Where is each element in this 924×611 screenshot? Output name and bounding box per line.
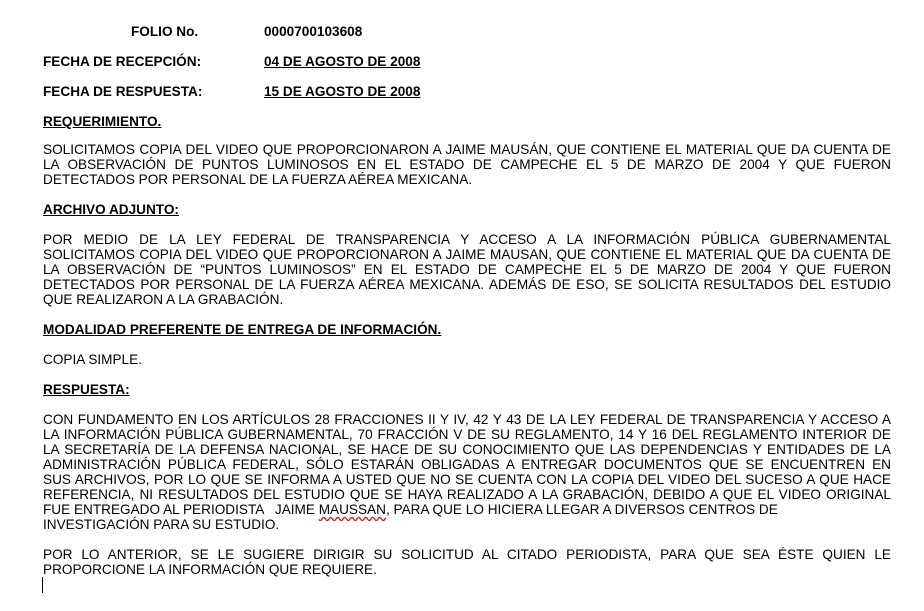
paragraph-line: POR MEDIO DE LA LEY FEDERAL DE TRANSPARENCIA Y ACCESO A LA INFORMACIÓN PÚBLICA GUBERNAMENTAL [43,232,891,247]
text-cursor [42,577,43,593]
paragraph-line: REFERENCIA, NI RESULTADOS DEL ESTUDIO QUE SE HAYA REALIZADO A LA GRABACIÓN, DEBIDO A QUE EL VIDEO ORIGINAL [43,487,891,502]
paragraph-line: PROPORCIONE LA INFORMACIÓN QUE REQUIERE. [43,562,377,577]
line-segment: , PARA QUE LO HICIERA LLEGAR A DIVERSOS CENTROS DE [385,502,778,517]
misspelled-word: MAUSSAN [318,502,386,517]
paragraph-line: CON FUNDAMENTO EN LOS ARTÍCULOS 28 FRACCIONES II Y IV, 42 Y 43 DE LA LEY FEDERAL DE TRANSPARENCIA Y ACCESO A [43,412,891,427]
paragraph-line: DETECTADOS POR PERSONAL DE LA FUERZA AÉREA MEXICANA. ADEMÁS DE ESO, SE SOLICITA RESULTADOS DEL ESTUDIO [43,277,891,292]
paragraph-line: ADMINISTRACIÓN PÚBLICA FEDERAL, SÓLO ESTARÁN OBLIGADAS A ENTREGAR DOCUMENTOS QUE SE ENCUENTREN EN [43,457,891,472]
paragraph-line: LA SECRETARÍA DE LA DEFENSA NACIONAL, SE HACE DE SU CONOCIMIENTO QUE LAS DEPENDENCIAS Y ENTIDADES DE LA [43,442,891,457]
paragraph-line: LA OBSERVACIÓN DE PUNTOS LUMINOSOS EN EL ESTADO DE CAMPECHE EL 5 DE MARZO DE 2004 Y QUE FUERON [43,157,891,172]
line-segment: FUE ENTREGADO AL PERIODISTA JAIME [43,502,319,517]
recepcion-row [43,54,891,69]
requerimiento-heading: REQUERIMIENTO. [43,114,162,129]
respuesta-paragraph [43,412,891,532]
paragraph-line: SUS ARCHIVOS, POR LO QUE SE INFORMA A USTED QUE NO SE CUENTA CON LA COPIA DEL VIDEO DEL SUCESO A QUE HACE [43,472,891,487]
respuesta-date-row [43,84,891,99]
paragraph-line: LA OBSERVACIÓN DE “PUNTOS LUMINOSOS” EN EL ESTADO DE CAMPECHE EL 5 DE MARZO DE 2004 Y QUE FUERON [43,262,891,277]
folio-label: FOLIO No. [131,24,199,39]
respuesta-heading: RESPUESTA: [43,382,130,397]
paragraph-line: DETECTADOS POR PERSONAL DE LA FUERZA AÉREA MEXICANA. [43,172,473,187]
paragraph-line: INVESTIGACIÓN PARA SU ESTUDIO. [43,517,280,532]
paragraph-line: POR LO ANTERIOR, SE LE SUGIERE DIRIGIR SU SOLICITUD AL CITADO PERIODISTA, PARA QUE SEA ÉSTE QUIEN LE [43,547,891,562]
paragraph-line: SOLICITAMOS COPIA DEL VIDEO QUE PROPORCIONARON A JAIME MAUSÁN, QUE CONTIENE EL MATERIAL QUE DA CUENTA DE [43,142,891,157]
modalidad-heading: MODALIDAD PREFERENTE DE ENTREGA DE INFORMACIÓN. [43,322,442,337]
respuesta-date-value: 15 DE AGOSTO DE 2008 [264,84,421,99]
paragraph-line: QUE REALIZARON A LA GRABACIÓN. [43,292,284,307]
recepcion-value: 04 DE AGOSTO DE 2008 [264,54,421,69]
archivo-paragraph [43,232,891,307]
folio-value: 0000700103608 [264,24,363,39]
conclusion-paragraph [43,547,891,577]
paragraph-line: SOLICITAMOS COPIA DEL VIDEO QUE PROPORCIONARON A JAIME MAUSAN, QUE CONTIENE EL MATERIAL QUE DA CUENTA DE [43,247,891,262]
modalidad-value: COPIA SIMPLE. [43,352,142,367]
paragraph-line: LA INFORMACIÓN PÚBLICA GUBERNAMENTAL, 70 FRACCIÓN V DE SU REGLAMENTO, 14 Y 16 DEL REGLAMENTO INTERIOR DE [43,427,891,442]
paragraph-line [43,502,891,517]
recepcion-label: FECHA DE RECEPCIÓN: [43,54,202,69]
archivo-heading: ARCHIVO ADJUNTO: [43,202,179,217]
requerimiento-paragraph [43,142,891,187]
respuesta-date-label: FECHA DE RESPUESTA: [43,84,203,99]
